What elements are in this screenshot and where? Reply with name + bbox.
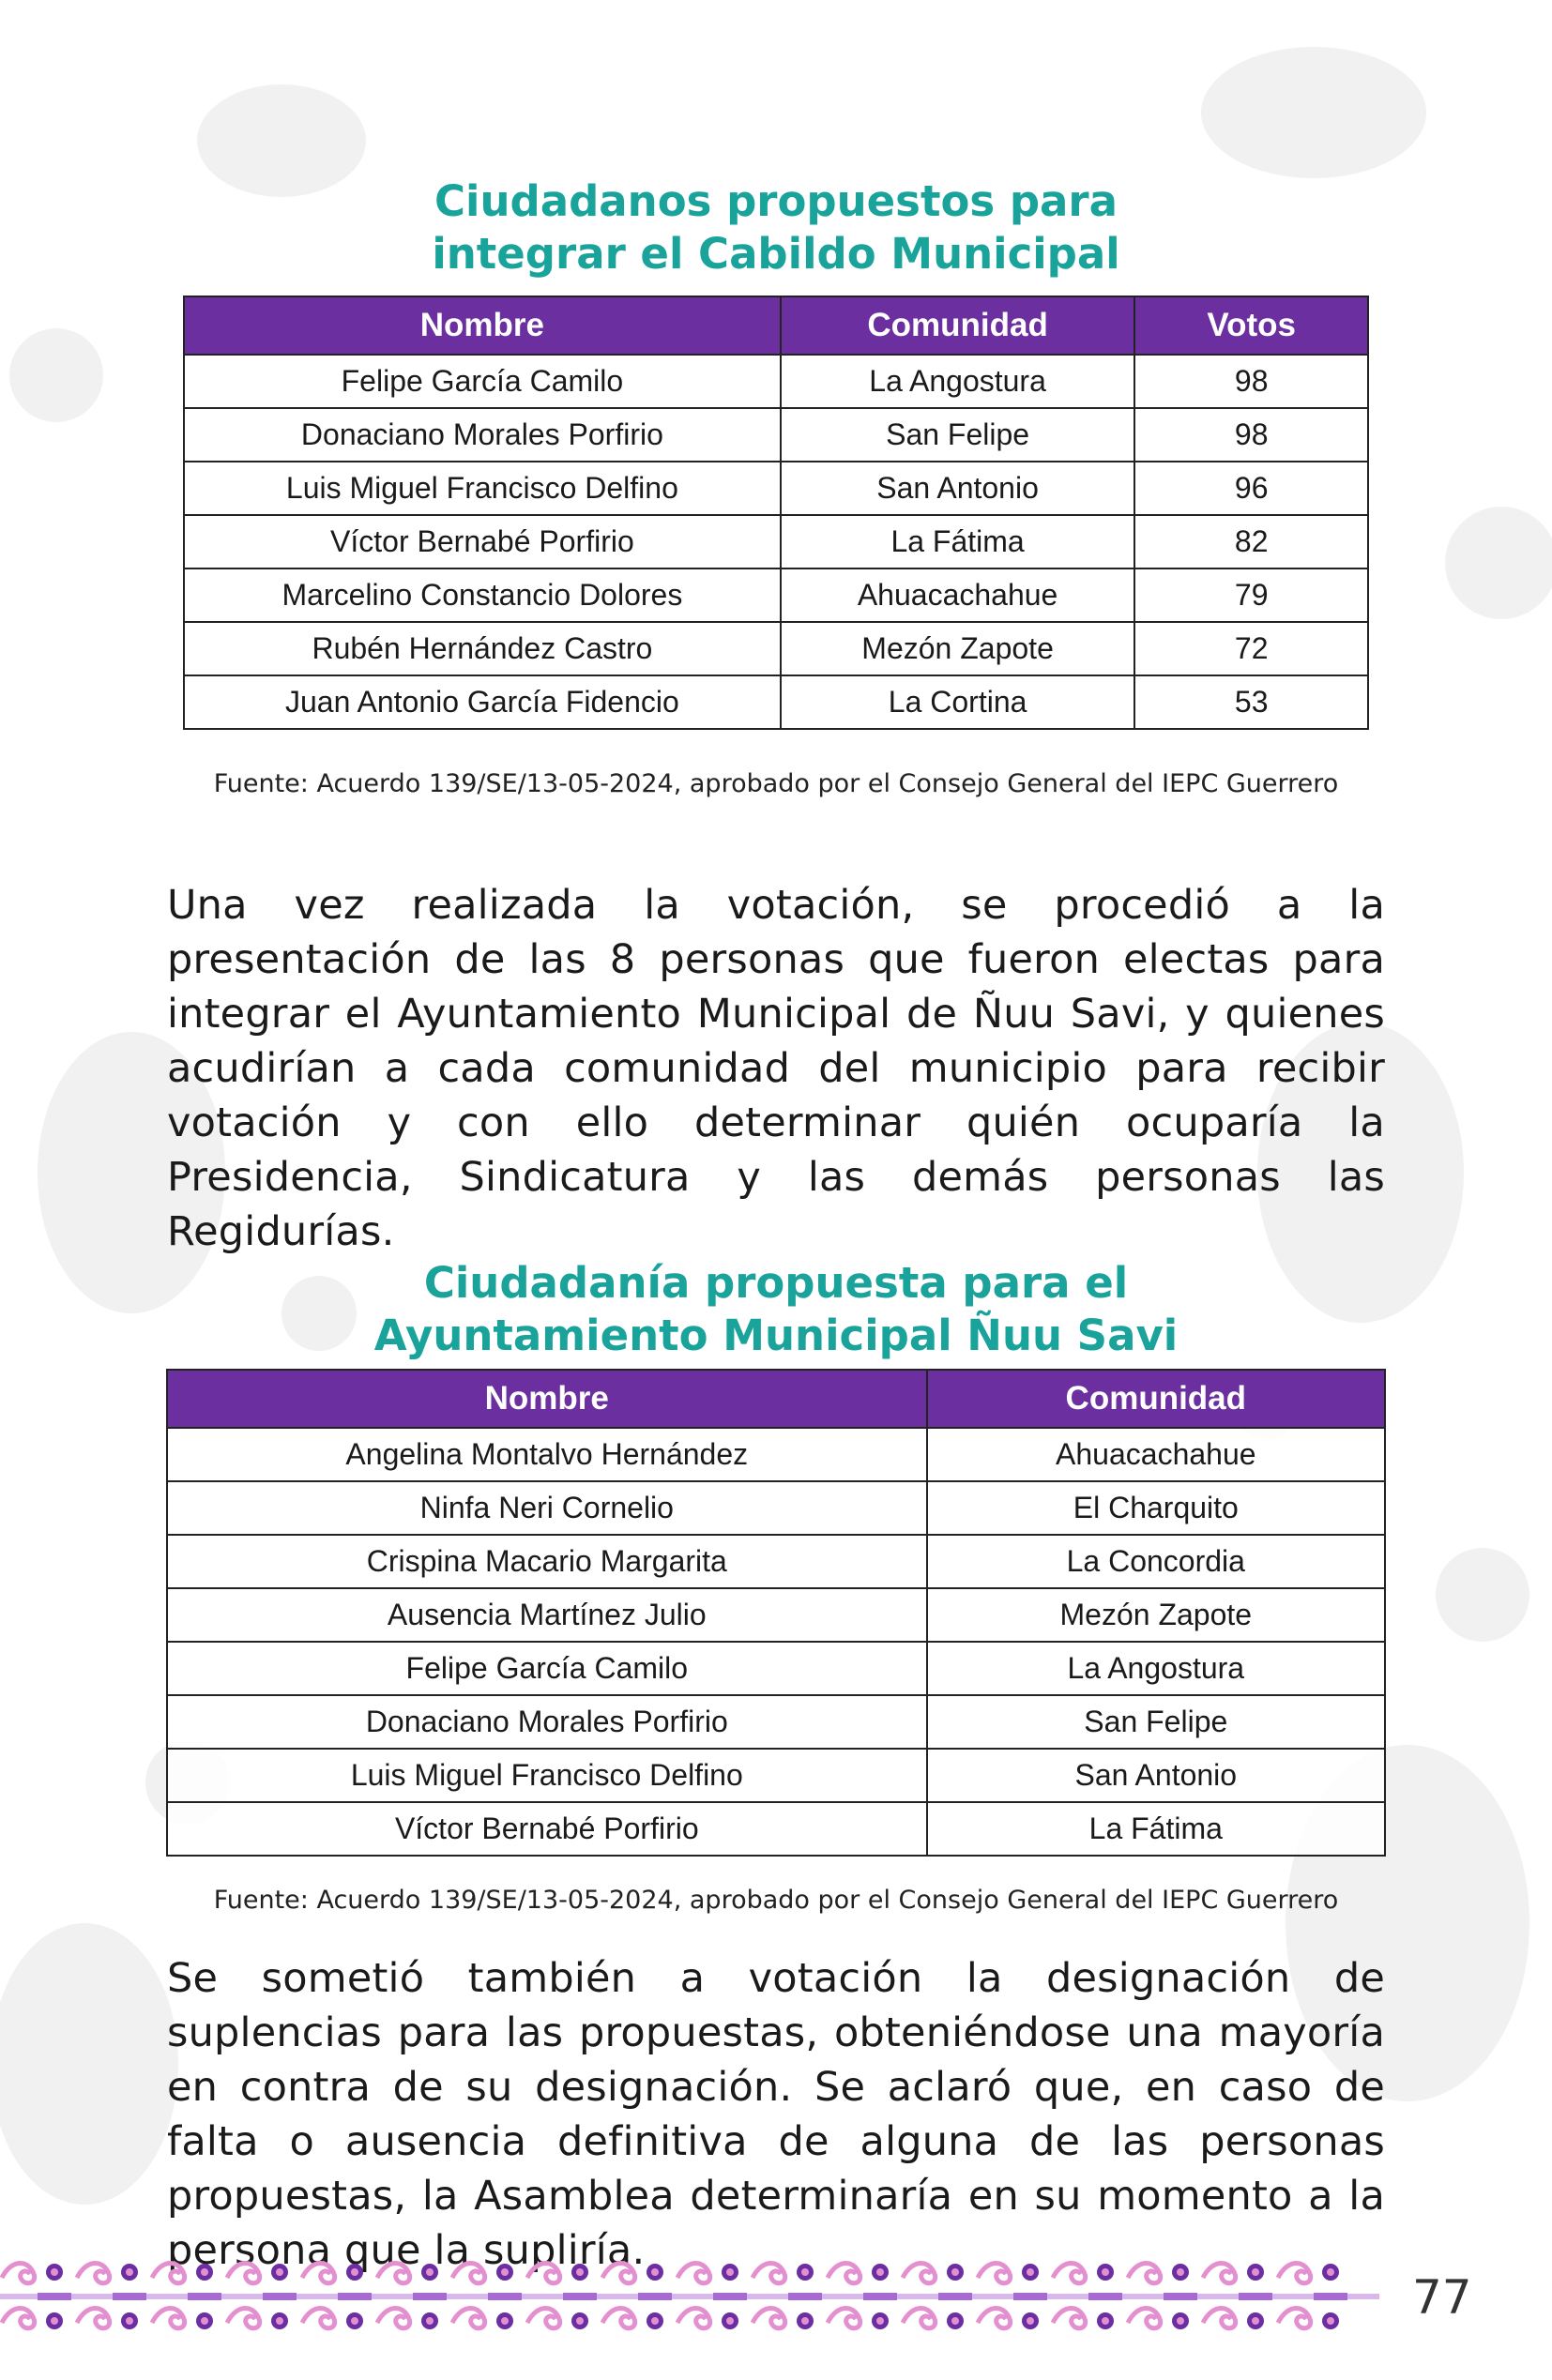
column-header-nombre: Nombre [184, 296, 781, 355]
cell-nombre: Ausencia Martínez Julio [167, 1588, 927, 1642]
table-row [167, 1802, 1385, 1856]
table2-title-line2: Ayuntamiento Municipal Ñuu Savi [373, 1311, 1179, 1360]
cell-comunidad: San Antonio [927, 1749, 1385, 1802]
cell-nombre: Luis Miguel Francisco Delfino [167, 1749, 927, 1802]
table-row [167, 1535, 1385, 1588]
table-row [184, 408, 1368, 462]
cell-comunidad: Mezón Zapote [781, 622, 1135, 675]
table-header-row [167, 1370, 1385, 1428]
table-row [167, 1749, 1385, 1802]
cell-comunidad: El Charquito [927, 1481, 1385, 1535]
table-row [184, 515, 1368, 568]
table-header-row [184, 296, 1368, 355]
cell-nombre: Crispina Macario Margarita [167, 1535, 927, 1588]
cell-comunidad: La Fátima [927, 1802, 1385, 1856]
column-header-votos: Votos [1134, 296, 1368, 355]
ayuntamiento-table [166, 1369, 1386, 1857]
cell-comunidad: San Antonio [781, 462, 1135, 515]
cell-nombre: Víctor Bernabé Porfirio [167, 1802, 927, 1856]
table-row [167, 1588, 1385, 1642]
cell-nombre: Luis Miguel Francisco Delfino [184, 462, 781, 515]
page-number: 77 [1412, 2270, 1472, 2325]
cell-nombre: Felipe García Camilo [184, 355, 781, 408]
cell-comunidad: Ahuacachahue [781, 568, 1135, 622]
column-header-nombre: Nombre [167, 1370, 927, 1428]
table-row [167, 1695, 1385, 1749]
cell-comunidad: La Fátima [781, 515, 1135, 568]
embroidery-border [0, 2250, 1379, 2343]
cell-comunidad: San Felipe [781, 408, 1135, 462]
cell-votos: 72 [1134, 622, 1368, 675]
paragraph-votacion: Una vez realizada la votación, se procedió a la presentación de las 8 personas que fueron electas para integrar el Ayuntamiento Municipal de Ñuu Savi, y quienes acudirían a cada comunidad del municipio para recibir votación y con ello determinar quién ocuparía la Presidencia, Sindicatura y las demás personas las Regidurías. [167, 882, 1385, 1255]
paragraph-suplencias: Se sometió también a votación la designación de suplencias para las propuestas, obteniéndose una mayoría en contra de su designación. Se aclaró que, en caso de falta o ausencia definitiva de alguna de las personas propuestas, la Asamblea determinaría en su momento a la persona que la supliría. [167, 1955, 1385, 2274]
cell-nombre: Donaciano Morales Porfirio [167, 1695, 927, 1749]
table-row [167, 1481, 1385, 1535]
cell-votos: 98 [1134, 355, 1368, 408]
column-header-comunidad: Comunidad [927, 1370, 1385, 1428]
cell-votos: 79 [1134, 568, 1368, 622]
table1-title [0, 175, 1552, 280]
cell-nombre: Felipe García Camilo [167, 1642, 927, 1695]
cell-votos: 96 [1134, 462, 1368, 515]
cell-comunidad: Ahuacachahue [927, 1428, 1385, 1481]
cell-nombre: Juan Antonio García Fidencio [184, 675, 781, 729]
column-header-comunidad: Comunidad [781, 296, 1135, 355]
cell-comunidad: Mezón Zapote [927, 1588, 1385, 1642]
cell-nombre: Rubén Hernández Castro [184, 622, 781, 675]
cell-nombre: Víctor Bernabé Porfirio [184, 515, 781, 568]
table2-source: Fuente: Acuerdo 139/SE/13-05-2024, aprobado por el Consejo General del IEPC Guerrero [213, 1886, 1339, 1915]
cell-nombre: Angelina Montalvo Hernández [167, 1428, 927, 1481]
cell-nombre: Ninfa Neri Cornelio [167, 1481, 927, 1535]
cell-votos: 53 [1134, 675, 1368, 729]
cell-comunidad: La Cortina [781, 675, 1135, 729]
table1-title-line2: integrar el Cabildo Municipal [432, 229, 1120, 279]
cell-votos: 98 [1134, 408, 1368, 462]
cell-nombre: Donaciano Morales Porfirio [184, 408, 781, 462]
table-row [184, 568, 1368, 622]
table-row [167, 1428, 1385, 1481]
table-row [184, 355, 1368, 408]
table2-title-line1: Ciudadanía propuesta para el [423, 1258, 1129, 1308]
cell-votos: 82 [1134, 515, 1368, 568]
cell-comunidad: La Angostura [781, 355, 1135, 408]
table-row [184, 675, 1368, 729]
table-row [167, 1642, 1385, 1695]
table-row [184, 462, 1368, 515]
cell-comunidad: San Felipe [927, 1695, 1385, 1749]
table1-title-line1: Ciudadanos propuestos para [434, 176, 1118, 226]
cabildo-table [183, 296, 1369, 730]
table-row [184, 622, 1368, 675]
cell-comunidad: La Concordia [927, 1535, 1385, 1588]
table2-title [0, 1257, 1552, 1362]
cell-nombre: Marcelino Constancio Dolores [184, 568, 781, 622]
table1-source: Fuente: Acuerdo 139/SE/13-05-2024, aprobado por el Consejo General del IEPC Guerrero [213, 769, 1339, 798]
cell-comunidad: La Angostura [927, 1642, 1385, 1695]
